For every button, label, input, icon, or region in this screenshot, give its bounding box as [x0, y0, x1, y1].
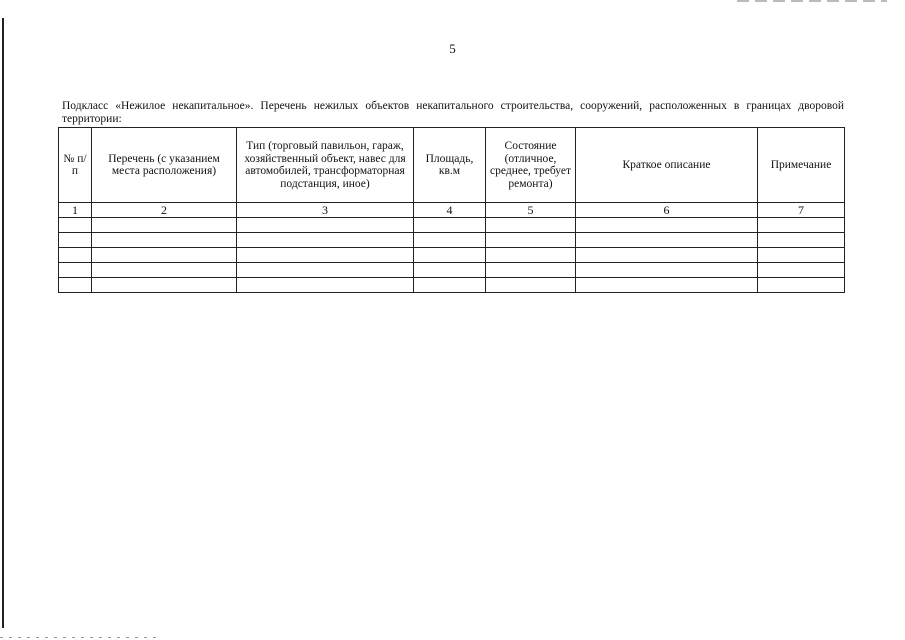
table-cell — [486, 278, 576, 293]
table-cell — [237, 233, 414, 248]
table-cell — [414, 248, 486, 263]
column-number: 7 — [758, 203, 845, 218]
table-cell — [758, 218, 845, 233]
header-description: Краткое описание — [576, 128, 758, 203]
table-cell — [414, 233, 486, 248]
column-number: 5 — [486, 203, 576, 218]
objects-table — [58, 127, 845, 293]
header-note: Примечание — [758, 128, 845, 203]
column-number: 4 — [414, 203, 486, 218]
table-cell — [414, 218, 486, 233]
table-row — [59, 263, 845, 278]
table-cell — [237, 278, 414, 293]
table-cell — [758, 233, 845, 248]
table-cell — [59, 278, 92, 293]
table-row — [59, 218, 845, 233]
column-number: 6 — [576, 203, 758, 218]
table-cell — [92, 278, 237, 293]
table-cell — [486, 233, 576, 248]
header-type: Тип (торговый павильон, гараж, хозяйственный объект, навес для автомобилей, трансформаторная подстанция, иное) — [237, 128, 414, 203]
table-cell — [758, 278, 845, 293]
header-number: № п/п — [59, 128, 92, 203]
table-cell — [237, 263, 414, 278]
table-cell — [486, 248, 576, 263]
column-number: 3 — [237, 203, 414, 218]
table-cell — [758, 248, 845, 263]
table-cell — [237, 248, 414, 263]
scan-artifact — [737, 0, 887, 2]
page-number: 5 — [449, 41, 456, 56]
table-cell — [92, 233, 237, 248]
table-cell — [59, 233, 92, 248]
column-number: 1 — [59, 203, 92, 218]
table-cell — [486, 263, 576, 278]
scan-artifact — [0, 637, 160, 638]
table-cell — [758, 263, 845, 278]
table-row — [59, 233, 845, 248]
column-number-row — [59, 203, 845, 218]
table-header-row — [59, 128, 845, 203]
table-cell — [486, 218, 576, 233]
table-cell — [237, 218, 414, 233]
table-row — [59, 278, 845, 293]
table-cell — [92, 218, 237, 233]
header-area: Площадь, кв.м — [414, 128, 486, 203]
table-caption: Подкласс «Нежилое некапитальное». Перечень нежилых объектов некапитального строительства, сооружений, расположенных в границах дворовой территории: — [62, 100, 844, 125]
left-margin-rule — [2, 18, 4, 628]
table-cell — [59, 248, 92, 263]
table-cell — [576, 263, 758, 278]
table-cell — [59, 263, 92, 278]
table-cell — [414, 263, 486, 278]
table-cell — [59, 218, 92, 233]
table-cell — [414, 278, 486, 293]
table-cell — [92, 248, 237, 263]
table-cell — [576, 248, 758, 263]
table-cell — [576, 218, 758, 233]
table-cell — [576, 233, 758, 248]
header-list: Перечень (с указанием места расположения) — [92, 128, 237, 203]
table-row — [59, 248, 845, 263]
table-cell — [576, 278, 758, 293]
header-condition: Состояние (отличное, среднее, требует ремонта) — [486, 128, 576, 203]
table-cell — [92, 263, 237, 278]
column-number: 2 — [92, 203, 237, 218]
